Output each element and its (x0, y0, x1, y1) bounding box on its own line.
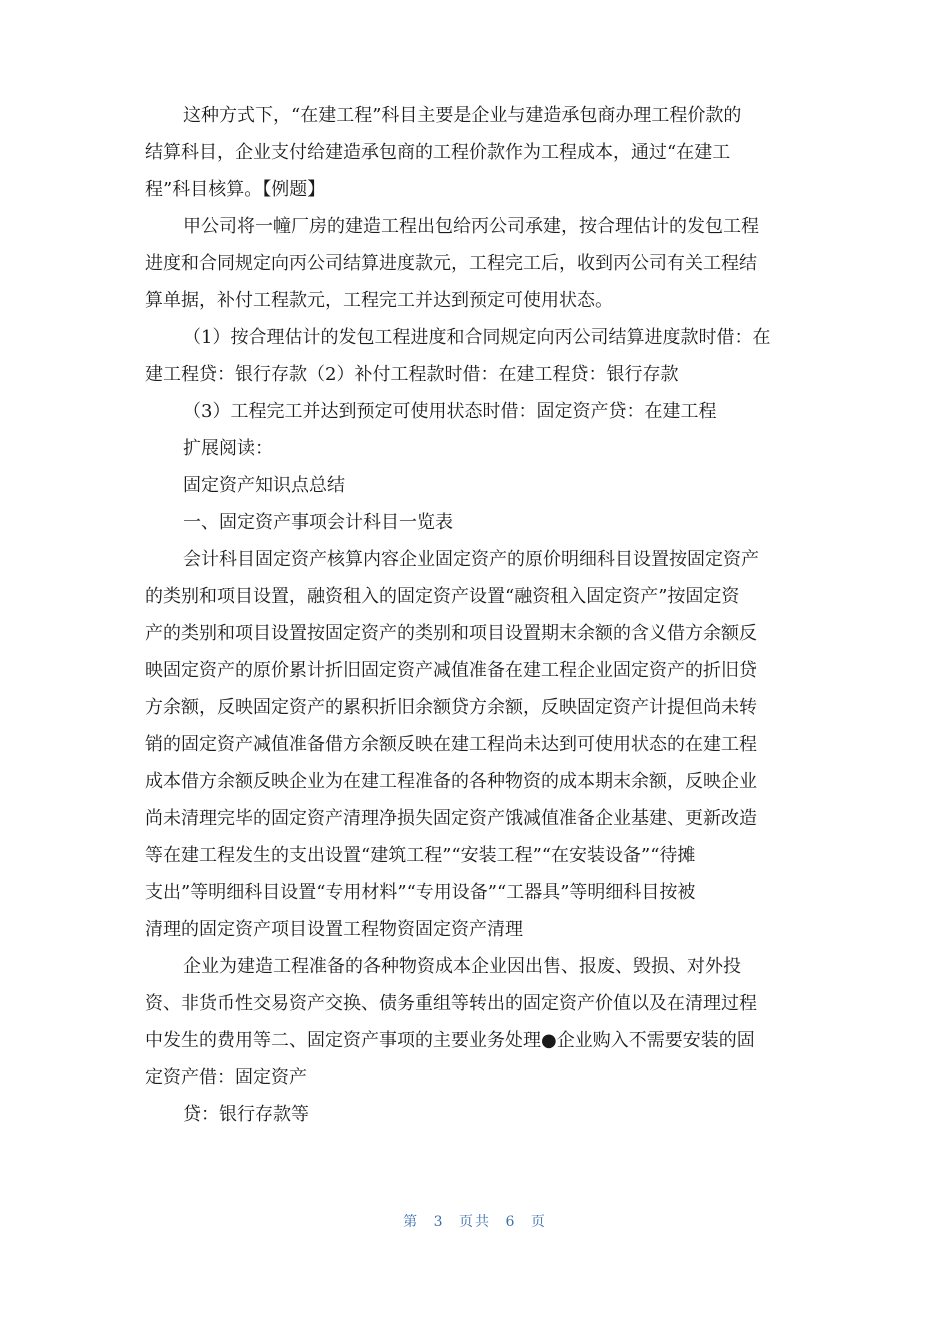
paragraph-line: 一、固定资产事项会计科目一览表 (183, 512, 453, 533)
paragraph-line: 方余额，反映固定资产的累积折旧余额贷方余额，反映固定资产计提但尚未转 (145, 697, 757, 718)
paragraph-line: 会计科目固定资产核算内容企业固定资产的原价明细科目设置按固定资产 (183, 549, 759, 570)
paragraph-line: （3）工程完工并达到预定可使用状态时借：固定资产贷：在建工程 (183, 401, 717, 422)
paragraph (145, 948, 805, 1096)
paragraph-line: 定资产借：固定资产 (145, 1067, 307, 1088)
paragraph-line: 程”科目核算。【例题】 (145, 179, 326, 200)
paragraph-line: 等在建工程发生的支出设置“建筑工程”“安装工程”“在安装设备”“待摊 (145, 845, 696, 866)
paragraph-line: 产的类别和项目设置按固定资产的类别和项目设置期末余额的含义借方余额反 (145, 623, 757, 644)
paragraph-line: 清理的固定资产项目设置工程物资固定资产清理 (145, 919, 523, 940)
paragraph-line: 这种方式下，“在建工程”科目主要是企业与建造承包商办理工程价款的 (183, 105, 742, 126)
paragraph-line: 固定资产知识点总结 (183, 475, 345, 496)
paragraph (145, 393, 805, 430)
paragraph-line: 尚未清理完毕的固定资产清理净损失固定资产饿减值准备企业基建、更新改造 (145, 808, 757, 829)
paragraph (145, 467, 805, 504)
footer-total-pages: 6 (505, 1214, 517, 1230)
paragraph-line: 扩展阅读： (183, 438, 273, 459)
document-body (145, 97, 805, 1133)
footer-suffix: 页 (530, 1214, 547, 1230)
paragraph-line: 结算科目，企业支付给建造承包商的工程价款作为工程成本，通过“在建工 (145, 142, 731, 163)
paragraph-line: 进度和合同规定向丙公司结算进度款元，工程完工后，收到丙公司有关工程结 (145, 253, 757, 274)
footer-page-number: 3 (433, 1214, 445, 1230)
paragraph-line: 映固定资产的原价累计折旧固定资产减值准备在建工程企业固定资产的折旧贷 (145, 660, 757, 681)
paragraph-line: 销的固定资产减值准备借方余额反映在建工程尚未达到可使用状态的在建工程 (145, 734, 757, 755)
paragraph-line: 算单据，补付工程款元，工程完工并达到预定可使用状态。 (145, 290, 613, 311)
paragraph (145, 541, 805, 948)
paragraph (145, 97, 805, 208)
paragraph-line: 支出”等明细科目设置“专用材料”“专用设备”“工器具”等明细科目按被 (145, 882, 696, 903)
paragraph (145, 1096, 805, 1133)
paragraph-line: 的类别和项目设置，融资租入的固定资产设置“融资租入固定资产”按固定资 (145, 586, 740, 607)
paragraph-line: （1）按合理估计的发包工程进度和合同规定向丙公司结算进度款时借：在 (183, 327, 771, 348)
paragraph-line: 资、非货币性交易资产交换、债务重组等转出的固定资产价值以及在清理过程 (145, 993, 757, 1014)
paragraph-line: 建工程贷：银行存款（2）补付工程款时借：在建工程贷：银行存款 (145, 364, 679, 385)
paragraph (145, 208, 805, 319)
paragraph-line: 甲公司将一幢厂房的建造工程出包给丙公司承建，按合理估计的发包工程 (183, 216, 759, 237)
footer-middle: 页共 (459, 1214, 491, 1230)
paragraph (145, 504, 805, 541)
paragraph-line: 贷：银行存款等 (183, 1104, 309, 1125)
page-footer (0, 1211, 950, 1231)
paragraph-line: 企业为建造工程准备的各种物资成本企业因出售、报废、毁损、对外投 (183, 956, 741, 977)
paragraph (145, 430, 805, 467)
paragraph-line: 中发生的费用等二、固定资产事项的主要业务处理●企业购入不需要安装的固 (145, 1030, 755, 1051)
footer-prefix: 第 (403, 1214, 420, 1230)
paragraph-line: 成本借方余额反映企业为在建工程准备的各种物资的成本期末余额，反映企业 (145, 771, 757, 792)
paragraph (145, 319, 805, 393)
